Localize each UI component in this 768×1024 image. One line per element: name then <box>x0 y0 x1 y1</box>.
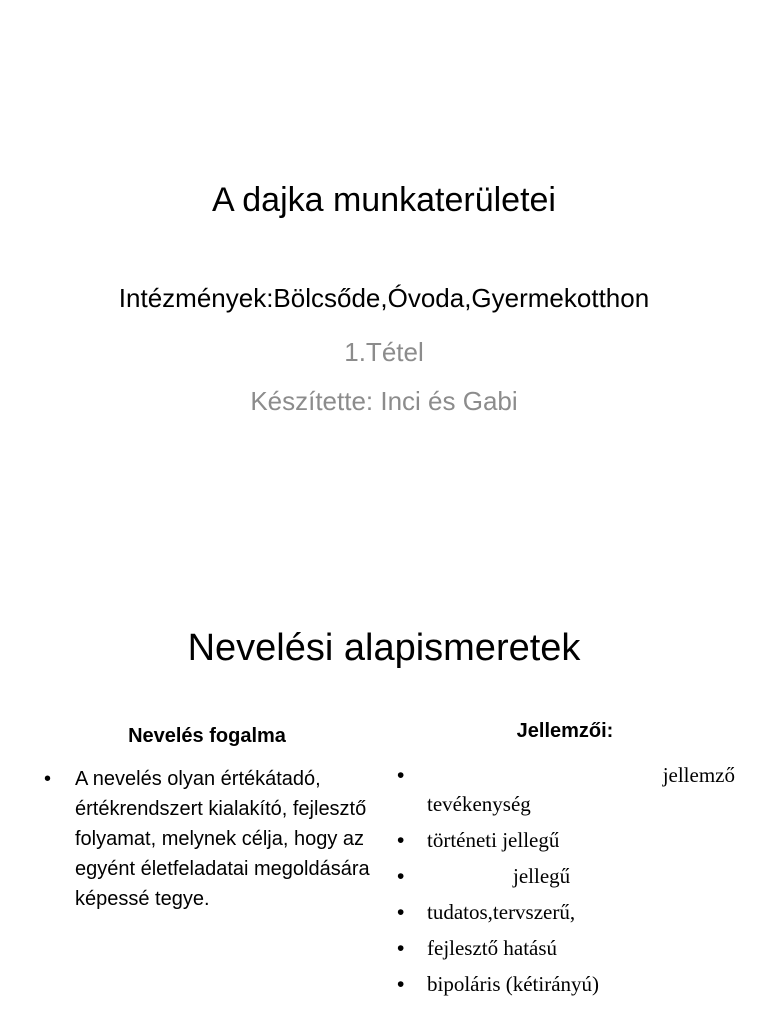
slide-1-title: A dajka munkaterületei <box>212 181 556 219</box>
bullet-icon: • <box>397 764 405 787</box>
slide-1-topic: 1.Tétel <box>344 337 424 367</box>
definition-list <box>40 764 380 914</box>
definition-bullet <box>40 764 380 914</box>
slide-1-author: Készítette: Inci és Gabi <box>250 386 518 416</box>
list-item <box>395 826 735 855</box>
definition-text: A nevelés olyan értékátadó, értékrendszert kialakító, fejlesztő folyamat, melynek célja, hogy az egyént életfeladatai megoldására képessé tegye. <box>75 768 370 910</box>
bullet-icon: • <box>397 865 405 888</box>
list-item <box>395 970 735 999</box>
bullet-icon: • <box>44 768 52 790</box>
list-item <box>395 862 735 891</box>
characteristics-list <box>395 761 735 999</box>
list-item-text-part1: jellemző <box>662 763 735 787</box>
bullet-icon: • <box>397 901 405 924</box>
bullet-icon: • <box>397 829 405 852</box>
list-item <box>395 761 735 819</box>
list-item-text: bipoláris (kétirányú) <box>427 972 600 996</box>
list-item-text-part2: tevékenység <box>427 792 531 816</box>
list-item-text: tudatos,tervszerű, <box>427 900 576 924</box>
slide-1-subtitle: Intézmények:Bölcsőde,Óvoda,Gyermekotthon <box>118 283 650 313</box>
list-item-text: fejlesztő hatású <box>427 936 558 960</box>
characteristics-heading: Jellemzői: <box>516 720 614 742</box>
slide-2 <box>0 512 768 1024</box>
definition-column <box>40 722 380 914</box>
slide-2-title: Nevelési alapismeretek <box>187 627 581 669</box>
list-item-text: történeti jellegű <box>427 828 560 852</box>
bullet-icon: • <box>397 937 405 960</box>
characteristics-column <box>395 717 735 1006</box>
definition-heading: Nevelés fogalma <box>128 725 286 747</box>
list-item <box>395 934 735 963</box>
list-item <box>395 898 735 927</box>
list-item-text: jellegű <box>513 864 571 888</box>
bullet-icon: • <box>397 973 405 996</box>
